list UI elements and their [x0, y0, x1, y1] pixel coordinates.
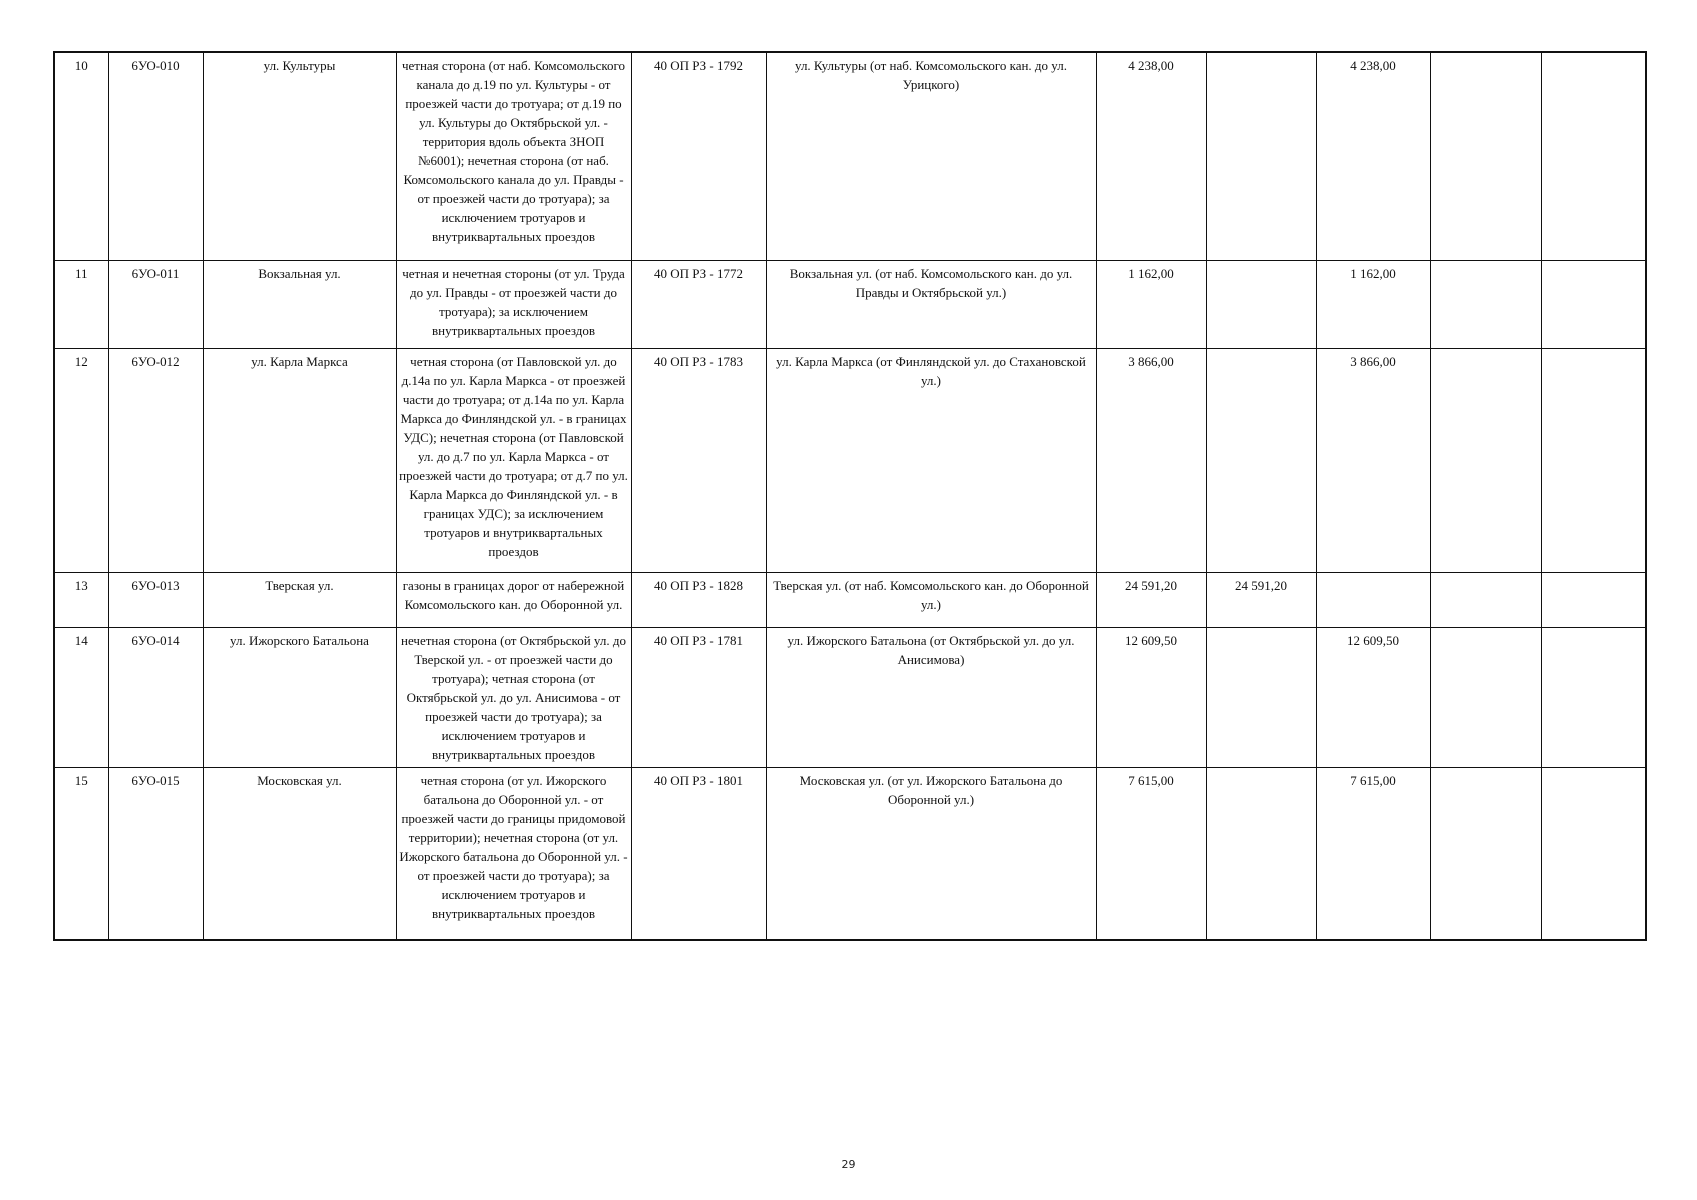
- cell-description: четная сторона (от наб. Комсомольского канала до д.19 по ул. Культуры - от проезжей части до тротуара; от д.19 по ул. Культуры до Октябрьской ул. - территория вдоль объекта ЗНОП №6001); нечетная сторона (от наб. Комсомольского канала до ул. Правды - от проезжей части до тротуара); за исключением тротуаров и внутриквартальных проездов: [396, 52, 631, 261]
- cell-road-id: 40 ОП РЗ - 1801: [631, 768, 766, 941]
- cell-road-id: 40 ОП РЗ - 1781: [631, 628, 766, 768]
- cell-area-total: 7 615,00: [1096, 768, 1206, 941]
- table-row: [54, 349, 1646, 573]
- cell-code: 6УО-013: [108, 573, 203, 628]
- cell-col11: [1541, 628, 1646, 768]
- table-body: [54, 52, 1646, 940]
- table-row: [54, 573, 1646, 628]
- cell-description: четная сторона (от Павловской ул. до д.14а по ул. Карла Маркса - от проезжей части до тротуара; от д.14а по ул. Карла Маркса до Финляндской ул. - в границах УДС); нечетная сторона (от Павловской ул. до д.7 по ул. Карла Маркса - от проезжей части до тротуара; от д.7 по ул. Карла Маркса до Финляндской ул. - в границах УДС); за исключением тротуаров и внутриквартальных проездов: [396, 349, 631, 573]
- cell-area-total: 24 591,20: [1096, 573, 1206, 628]
- cell-street: ул. Карла Маркса: [203, 349, 396, 573]
- cell-street: Тверская ул.: [203, 573, 396, 628]
- cell-code: 6УО-011: [108, 261, 203, 349]
- cell-road-id: 40 ОП РЗ - 1783: [631, 349, 766, 573]
- cell-area-lawn: 24 591,20: [1206, 573, 1316, 628]
- cell-col11: [1541, 52, 1646, 261]
- cell-num: 14: [54, 628, 108, 768]
- cell-street: ул. Культуры: [203, 52, 396, 261]
- cell-area-lawn: [1206, 628, 1316, 768]
- cell-description: четная сторона (от ул. Ижорского батальона до Оборонной ул. - от проезжей части до границы придомовой территории); нечетная сторона (от ул. Ижорского батальона до Оборонной ул. - от проезжей части до тротуара); за исключением тротуаров и внутриквартальных проездов: [396, 768, 631, 941]
- table-row: [54, 768, 1646, 941]
- cell-street: Вокзальная ул.: [203, 261, 396, 349]
- cell-description: газоны в границах дорог от набережной Комсомольского кан. до Оборонной ул.: [396, 573, 631, 628]
- cell-road-id: 40 ОП РЗ - 1772: [631, 261, 766, 349]
- cell-road-id: 40 ОП РЗ - 1828: [631, 573, 766, 628]
- table-row: [54, 52, 1646, 261]
- cell-road-id: 40 ОП РЗ - 1792: [631, 52, 766, 261]
- register-table: [53, 51, 1647, 941]
- cell-num: 15: [54, 768, 108, 941]
- cell-code: 6УО-010: [108, 52, 203, 261]
- table-row: [54, 628, 1646, 768]
- cell-area-other: 4 238,00: [1316, 52, 1430, 261]
- cell-road-name: ул. Карла Маркса (от Финляндской ул. до Стахановской ул.): [766, 349, 1096, 573]
- cell-area-total: 12 609,50: [1096, 628, 1206, 768]
- cell-col11: [1541, 261, 1646, 349]
- register-sheet: [53, 51, 1645, 941]
- cell-code: 6УО-012: [108, 349, 203, 573]
- cell-road-name: Вокзальная ул. (от наб. Комсомольского кан. до ул. Правды и Октябрьской ул.): [766, 261, 1096, 349]
- cell-col11: [1541, 349, 1646, 573]
- cell-area-lawn: [1206, 768, 1316, 941]
- cell-code: 6УО-015: [108, 768, 203, 941]
- cell-num: 13: [54, 573, 108, 628]
- cell-num: 10: [54, 52, 108, 261]
- cell-description: нечетная сторона (от Октябрьской ул. до Тверской ул. - от проезжей части до тротуара); четная сторона (от Октябрьской ул. до ул. Анисимова - от проезжей части до тротуара); за исключением тротуаров и внутриквартальных проездов: [396, 628, 631, 768]
- cell-area-total: 1 162,00: [1096, 261, 1206, 349]
- cell-col10: [1430, 768, 1541, 941]
- cell-code: 6УО-014: [108, 628, 203, 768]
- cell-area-lawn: [1206, 261, 1316, 349]
- cell-col10: [1430, 52, 1541, 261]
- cell-col11: [1541, 573, 1646, 628]
- cell-road-name: Московская ул. (от ул. Ижорского Батальона до Оборонной ул.): [766, 768, 1096, 941]
- cell-area-other: 7 615,00: [1316, 768, 1430, 941]
- cell-road-name: ул. Культуры (от наб. Комсомольского кан. до ул. Урицкого): [766, 52, 1096, 261]
- cell-num: 11: [54, 261, 108, 349]
- cell-area-other: 1 162,00: [1316, 261, 1430, 349]
- cell-area-total: 4 238,00: [1096, 52, 1206, 261]
- cell-area-other: 3 866,00: [1316, 349, 1430, 573]
- cell-area-lawn: [1206, 52, 1316, 261]
- cell-col10: [1430, 261, 1541, 349]
- cell-area-other: [1316, 573, 1430, 628]
- cell-street: ул. Ижорского Батальона: [203, 628, 396, 768]
- cell-col10: [1430, 628, 1541, 768]
- cell-road-name: ул. Ижорского Батальона (от Октябрьской ул. до ул. Анисимова): [766, 628, 1096, 768]
- cell-area-other: 12 609,50: [1316, 628, 1430, 768]
- table-row: [54, 261, 1646, 349]
- cell-col10: [1430, 573, 1541, 628]
- cell-col10: [1430, 349, 1541, 573]
- cell-area-total: 3 866,00: [1096, 349, 1206, 573]
- cell-area-lawn: [1206, 349, 1316, 573]
- cell-col11: [1541, 768, 1646, 941]
- cell-road-name: Тверская ул. (от наб. Комсомольского кан. до Оборонной ул.): [766, 573, 1096, 628]
- cell-num: 12: [54, 349, 108, 573]
- cell-description: четная и нечетная стороны (от ул. Труда до ул. Правды - от проезжей части до тротуара); за исключением внутриквартальных проездов: [396, 261, 631, 349]
- cell-street: Московская ул.: [203, 768, 396, 941]
- page-number: 29: [841, 1158, 856, 1171]
